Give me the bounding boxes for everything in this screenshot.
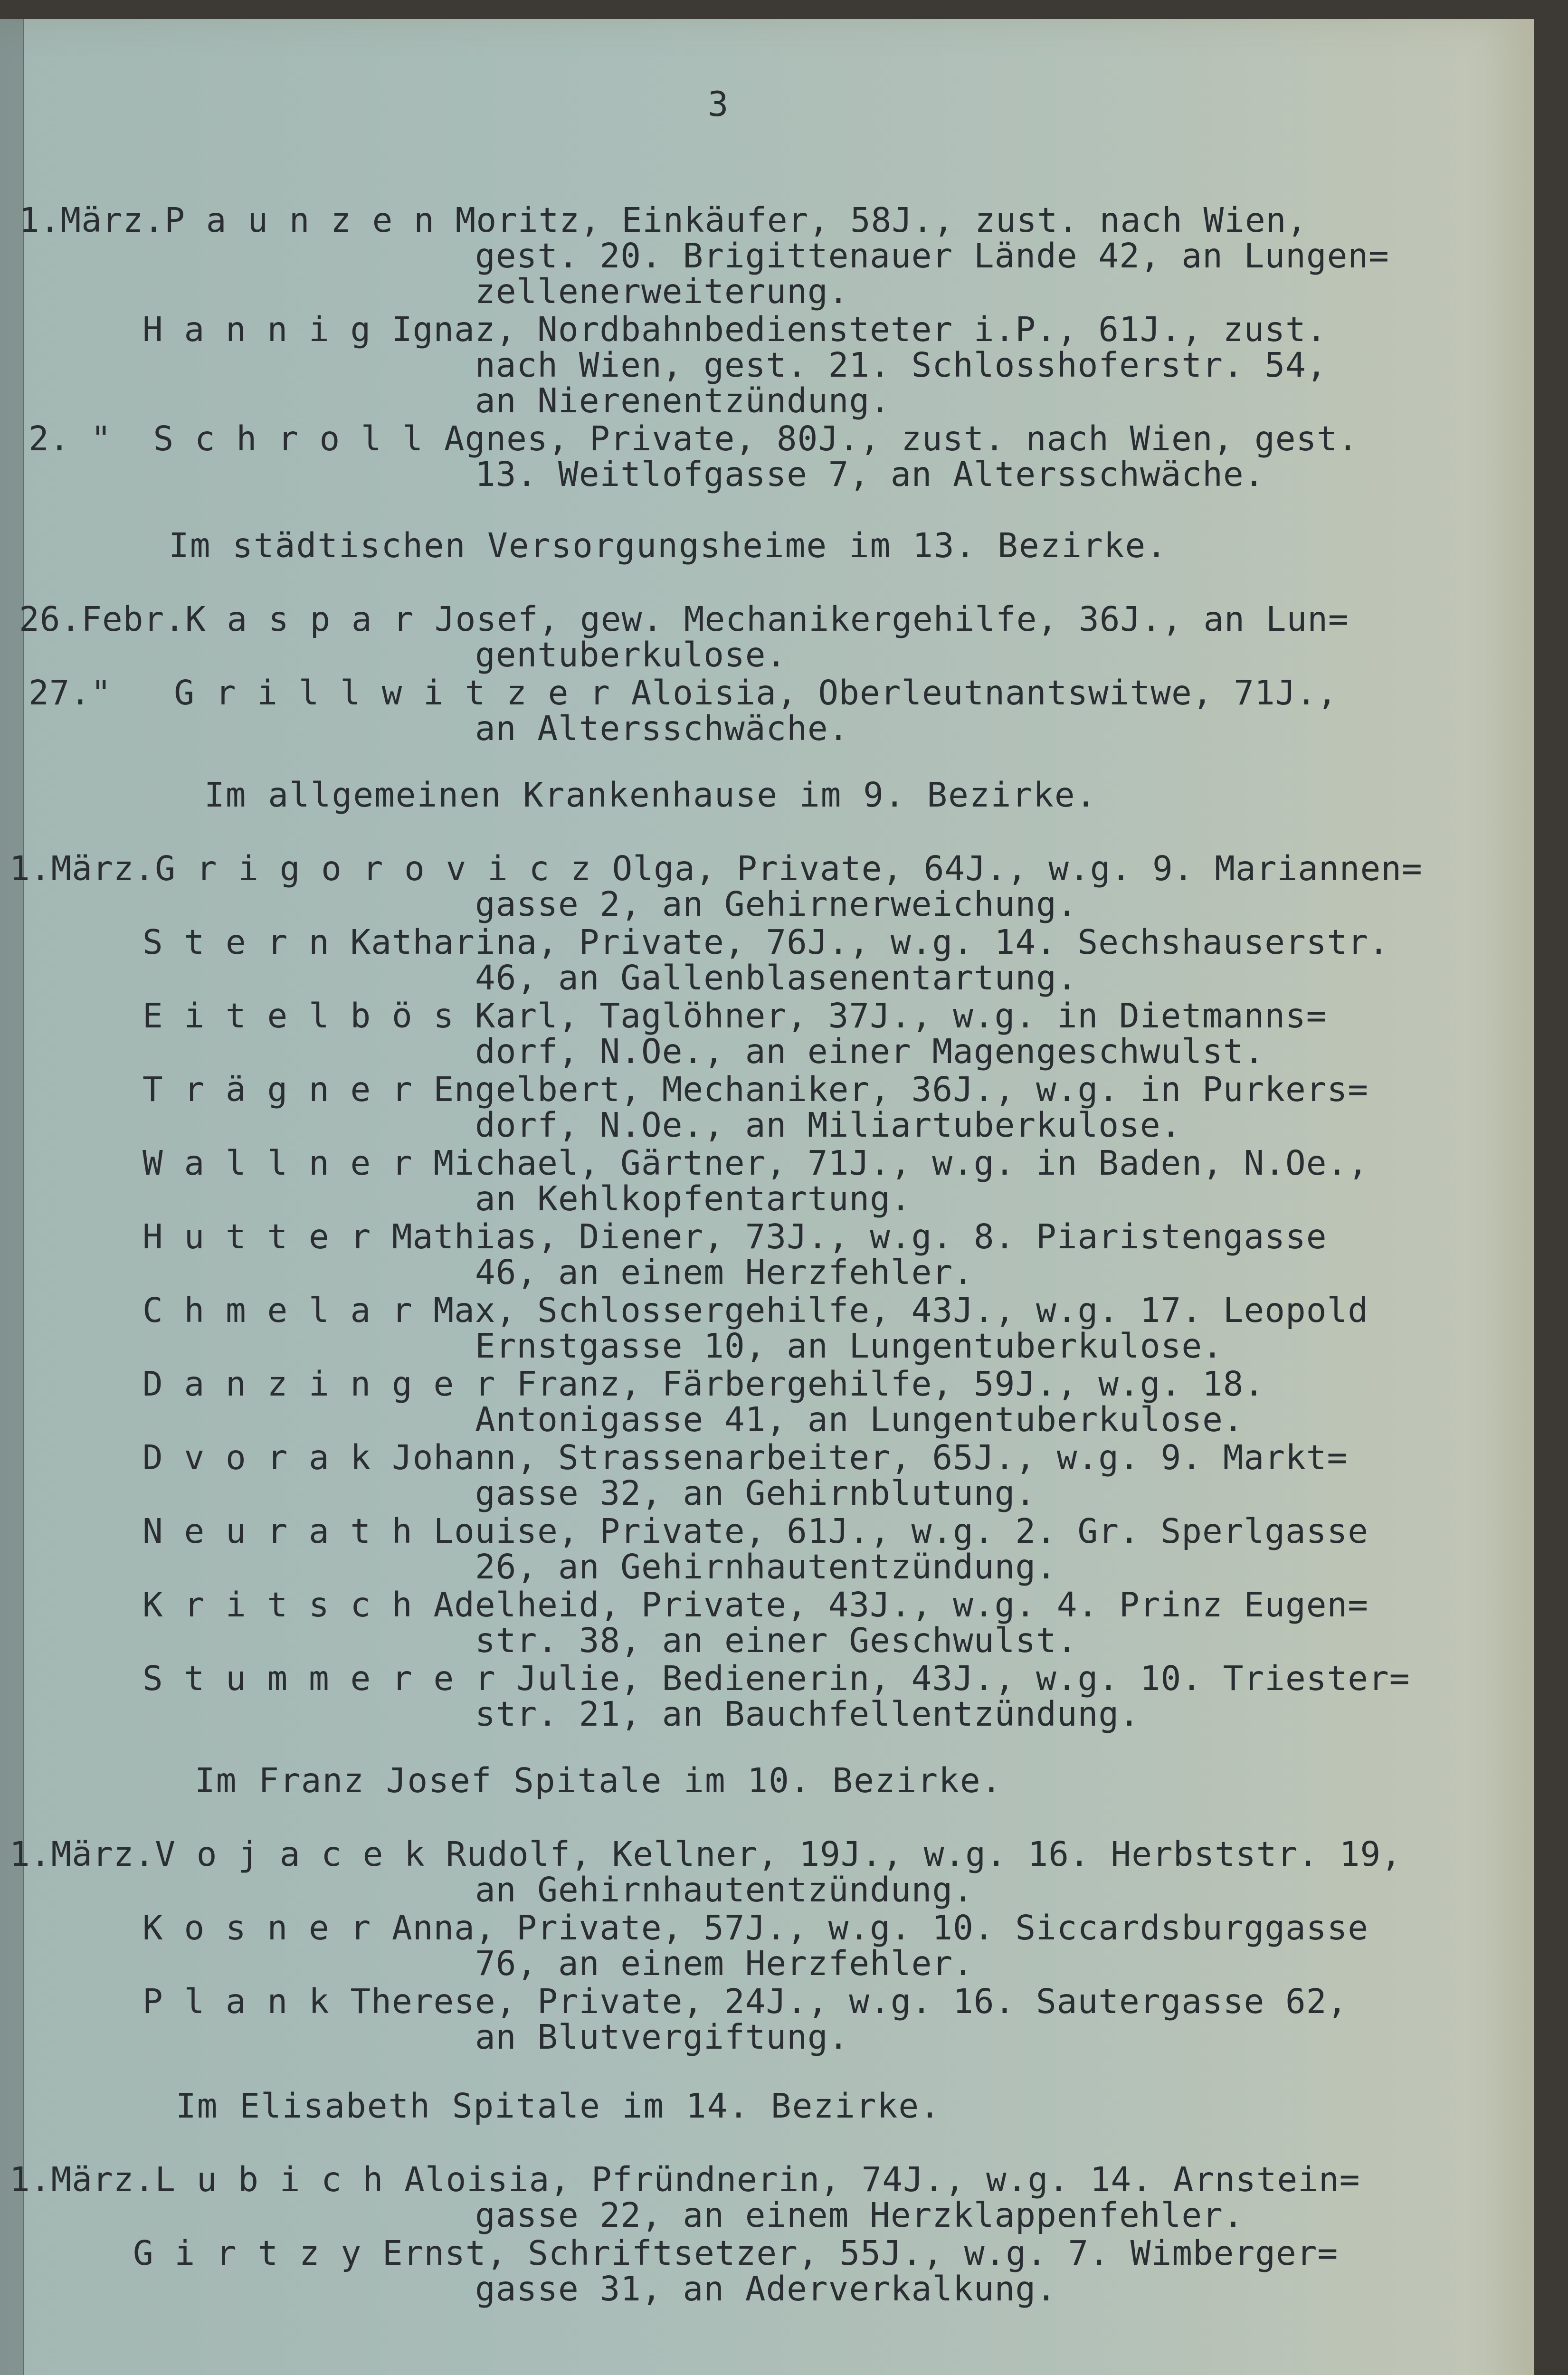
text-line: 1.März.G r i g o r o v i c z Olga, Private, 64J., w.g. 9. Mariannen=: [10, 849, 1423, 888]
section-heading: Im Franz Josef Spitale im 10. Bezirke.: [195, 1761, 1003, 1800]
text-line: H a n n i g Ignaz, Nordbahnbediensteter i.P., 61J., zust.: [143, 310, 1327, 349]
text-line: gest. 20. Brigittenauer Lände 42, an Lungen=: [475, 236, 1389, 276]
text-line: an Altersschwäche.: [475, 709, 849, 748]
text-line: an Gehirnhautentzündung.: [475, 1870, 974, 1910]
text-line: 2. " S c h r o l l Agnes, Private, 80J., zust. nach Wien, gest.: [29, 419, 1359, 458]
text-line: K r i t s c h Adelheid, Private, 43J., w.g. 4. Prinz Eugen=: [143, 1585, 1368, 1624]
text-line: G i r t z y Ernst, Schriftsetzer, 55J., w.g. 7. Wimberger=: [133, 2233, 1339, 2273]
text-line: 27." G r i l l w i t z e r Aloisia, Oberleutnantswitwe, 71J.,: [29, 673, 1338, 712]
text-line: 1.März.P a u n z e n Moritz, Einkäufer, 58J., zust. nach Wien,: [19, 200, 1308, 240]
text-line: 46, an Gallenblasenentartung.: [475, 958, 1078, 998]
text-line: an Blutvergiftung.: [475, 2017, 849, 2057]
text-line: 26, an Gehirnhautentzündung.: [475, 1547, 1057, 1586]
text-line: E i t e l b ö s Karl, Taglöhner, 37J., w.g. in Dietmanns=: [143, 996, 1327, 1036]
page-number: 3: [708, 84, 729, 124]
text-line: an Kehlkopfentartung.: [475, 1179, 912, 1218]
text-line: 1.März.V o j a c e k Rudolf, Kellner, 19J., w.g. 16. Herbststr. 19,: [10, 1834, 1402, 1874]
text-line: T r ä g n e r Engelbert, Mechaniker, 36J., w.g. in Purkers=: [143, 1070, 1368, 1109]
text-line: an Nierenentzündung.: [475, 381, 891, 420]
text-line: Ernstgasse 10, an Lungentuberkulose.: [475, 1326, 1223, 1366]
section-heading: Im Elisabeth Spitale im 14. Bezirke.: [176, 2086, 941, 2126]
text-line: gasse 22, an einem Herzklappenfehler.: [475, 2195, 1244, 2235]
section-heading: Im städtischen Versorgungsheime im 13. Bezirke.: [169, 526, 1168, 565]
text-line: dorf, N.Oe., an einer Magengeschwulst.: [475, 1032, 1265, 1071]
text-line: P l a n k Therese, Private, 24J., w.g. 16. Sautergasse 62,: [143, 1982, 1348, 2021]
text-line: gasse 2, an Gehirnerweichung.: [475, 884, 1078, 924]
typed-text-body: [0, 19, 1534, 2375]
text-line: C h m e l a r Max, Schlossergehilfe, 43J., w.g. 17. Leopold: [143, 1291, 1368, 1330]
section-heading: Im allgemeinen Krankenhause im 9. Bezirke.: [204, 775, 1097, 815]
text-line: 46, an einem Herzfehler.: [475, 1253, 974, 1292]
text-line: Antonigasse 41, an Lungentuberkulose.: [475, 1400, 1244, 1439]
text-line: N e u r a t h Louise, Private, 61J., w.g. 2. Gr. Sperlgasse: [143, 1511, 1368, 1551]
text-line: S t e r n Katharina, Private, 76J., w.g. 14. Sechshauserstr.: [143, 922, 1389, 962]
text-line: W a l l n e r Michael, Gärtner, 71J., w.g. in Baden, N.Oe.,: [143, 1143, 1368, 1183]
document-page: [0, 19, 1534, 2375]
text-line: 76, an einem Herzfehler.: [475, 1944, 974, 1983]
text-line: str. 21, an Bauchfellentzündung.: [475, 1694, 1140, 1734]
text-line: gasse 32, an Gehirnblutung.: [475, 1473, 1036, 1513]
text-line: nach Wien, gest. 21. Schlosshoferstr. 54,: [475, 345, 1327, 385]
text-line: 1.März.L u b i c h Aloisia, Pfründnerin, 74J., w.g. 14. Arnstein=: [10, 2160, 1360, 2199]
text-line: D a n z i n g e r Franz, Färbergehilfe, 59J., w.g. 18.: [143, 1364, 1265, 1404]
text-line: 26.Febr.K a s p a r Josef, gew. Mechanikergehilfe, 36J., an Lun=: [19, 599, 1349, 639]
text-line: K o s n e r Anna, Private, 57J., w.g. 10. Siccardsburggasse: [143, 1908, 1368, 1948]
text-line: dorf, N.Oe., an Miliartuberkulose.: [475, 1105, 1182, 1145]
text-line: H u t t e r Mathias, Diener, 73J., w.g. 8. Piaristengasse: [143, 1217, 1327, 1256]
text-line: gentuberkulose.: [475, 635, 787, 674]
text-line: S t u m m e r e r Julie, Bedienerin, 43J., w.g. 10. Triester=: [143, 1659, 1410, 1698]
text-line: 13. Weitlofgasse 7, an Altersschwäche.: [475, 455, 1265, 494]
text-line: zellenerweiterung.: [475, 272, 849, 311]
text-line: str. 38, an einer Geschwulst.: [475, 1621, 1078, 1660]
text-line: D v o r a k Johann, Strassenarbeiter, 65J., w.g. 9. Markt=: [143, 1438, 1348, 1477]
text-line: gasse 31, an Aderverkalkung.: [475, 2269, 1057, 2308]
